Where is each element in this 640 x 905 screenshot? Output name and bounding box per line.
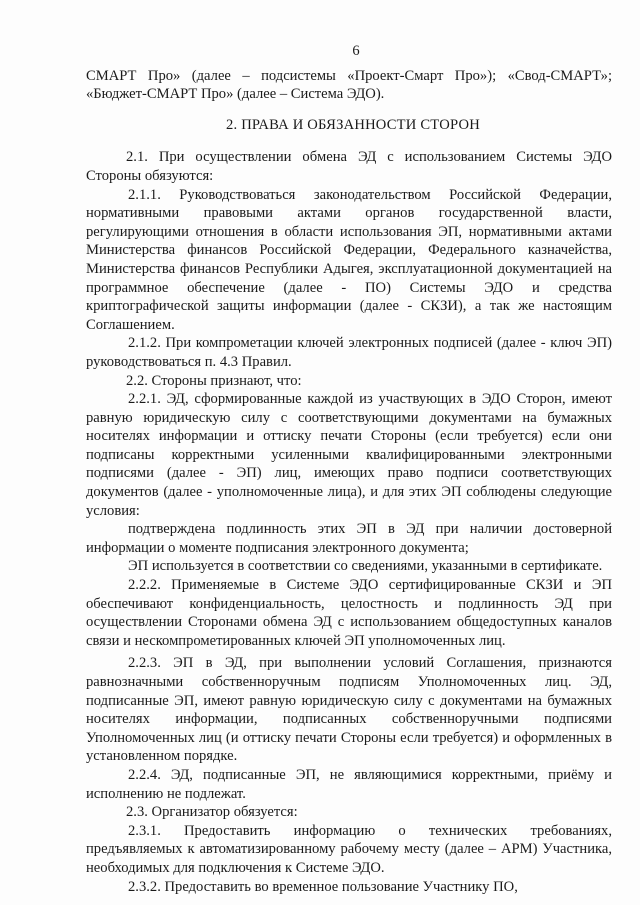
paragraph-2-3-2: 2.3.2. Предоставить во временное пользование Участнику ПО, [128,878,518,895]
paragraph-2-1: 2.1. При осуществлении обмена ЭД с использованием Системы ЭДО Стороны обязуются: [86,149,612,184]
paragraph-2-3-1: 2.3.1. Предоставить информацию о технических требованиях, предъявляемых к автоматизированному рабочему месту (далее – АРМ) Участника, необходимых для подключения к Системе ЭДО. [86,822,612,876]
paragraph-2-2-2: 2.2.2. Применяемые в Системе ЭДО сертифицированные СКЗИ и ЭП обеспечивают конфиденциальность, целостность и подлинность ЭД при осуществлении Сторонами обмена ЭД с использованием общедоступных каналов связи и нескомпрометированных ключей ЭП уполномоченных лиц. [86,577,612,649]
condition-item-1: подтверждена подлинность этих ЭП в ЭД при наличии достоверной информации о моменте подписания электронного документа; [86,521,612,556]
section-heading: 2. ПРАВА И ОБЯЗАННОСТИ СТОРОН [226,116,480,133]
paragraph-2-2-4: 2.2.4. ЭД, подписанные ЭП, не являющимися корректными, приёму и исполнению не подлежат. [86,766,612,802]
paragraph-2-2: 2.2. Стороны признают, что: [126,372,302,389]
paragraph-2-3: 2.3. Организатор обязуется: [126,804,298,821]
intro-paragraph: СМАРТ Про» (далее – подсистемы «Проект-Смарт Про»); «Свод-СМАРТ»; «Бюджет-СМАРТ Про» (далее – Система ЭДО). [86,67,612,103]
paragraph-2-2-1: 2.2.1. ЭД, сформированные каждой из участвующих в ЭДО Сторон, имеют равную юридическую силу с соответствующими документами на бумажных носителях информации и оттиску печати Стороны (если требуется) если они подписаны корректными усиленными квалифицированными электронными подписями (далее - ЭП) лиц, имеющих право подписи соответствующих документов (далее - уполномоченные лица), и для этих ЭП соблюдены следующие условия: [86,391,612,519]
paragraph-2-1-2: 2.1.2. При компрометации ключей электронных подписей (далее - ключ ЭП) руководствоваться п. 4.3 Правил. [86,335,612,370]
condition-item-2: ЭП используется в соответствии со сведениями, указанными в сертификате. [128,558,603,575]
paragraph-2-1-1: 2.1.1. Руководствоваться законодательством Российской Федерации, нормативными правовыми актами органов государственной власти, регулирующими отношения в области использования ЭП, нормативными актами Министерства финансов Российской Федерации, Федерального казначейства, Министерства финансов Республики Адыгея, эксплуатационной документацией на программное обеспечение (далее - ПО) Системы ЭДО и средства криптографической защиты информации (далее - СКЗИ), а так же настоящим Соглашением. [86,186,612,333]
paragraph-2-2-3: 2.2.3. ЭП в ЭД, при выполнении условий Соглашения, признаются равнозначными собственноручным подписям Уполномоченных лиц. ЭД, подписанные ЭП, имеют равную юридическую силу с документами на бумажных носителях информации, подписанных собственноручными подписями Уполномоченных лиц (и оттиску печати Стороны если требуется) и оформленных в установленном порядке. [86,655,612,765]
page-number: 6 [352,43,360,59]
